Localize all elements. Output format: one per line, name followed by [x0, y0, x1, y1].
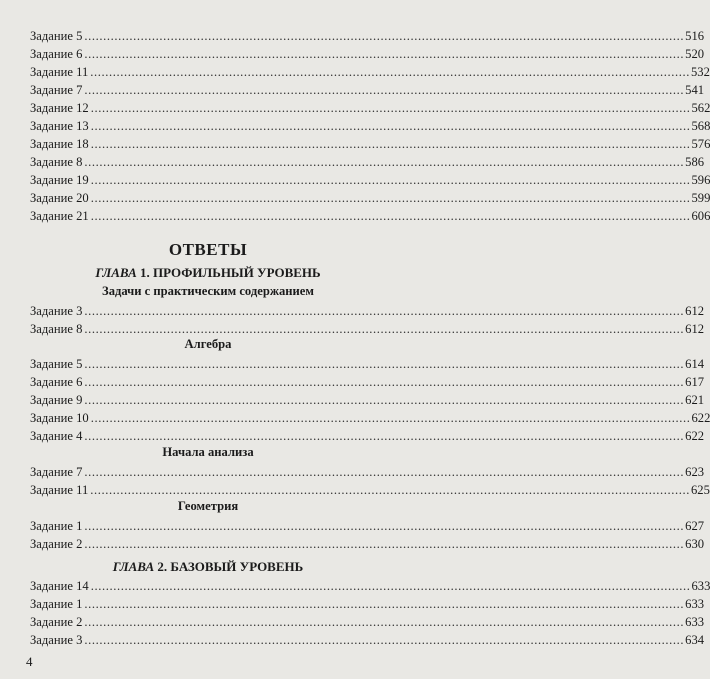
toc-entry-label: Задание 20 — [30, 191, 89, 205]
toc-entry — [30, 207, 710, 225]
toc-entry-page: 630 — [685, 537, 705, 551]
toc-entry-page: 599 — [691, 191, 710, 205]
page-number: 4 — [26, 654, 33, 669]
toc-entry-page: 633 — [685, 597, 705, 611]
toc-leader-dots: ................................................................................................................................................................ — [90, 191, 691, 205]
toc-leader-dots: ................................................................................................................................................................ — [90, 119, 691, 133]
toc-entry-page: 541 — [685, 83, 705, 97]
toc-entry — [30, 320, 705, 338]
toc-entry — [30, 117, 710, 135]
toc-leader-dots: ................................................................................................................................................................ — [84, 357, 685, 371]
toc-entry-label: Задание 5 — [30, 357, 83, 371]
toc-entry — [30, 535, 705, 553]
toc-entry-page: 520 — [685, 47, 705, 61]
toc-leader-dots: ................................................................................................................................................................ — [90, 101, 691, 115]
toc-entry-page: 621 — [685, 393, 705, 407]
toc-entry — [30, 427, 705, 445]
toc-entry-label: Задание 11 — [30, 483, 89, 497]
toc-entry — [30, 189, 710, 207]
toc-entry-page: 622 — [691, 411, 710, 425]
toc-entry-label: Задание 11 — [30, 65, 89, 79]
chapter-2-heading — [0, 559, 416, 575]
section-heading-practical: Задачи с практическим содержанием — [102, 284, 314, 298]
toc-leader-dots: ................................................................................................................................................................ — [84, 597, 685, 611]
toc-entry — [30, 45, 705, 63]
toc-entry-page: 627 — [685, 519, 705, 533]
toc-entry-label: Задание 13 — [30, 119, 89, 133]
toc-entry-page: 516 — [685, 29, 705, 43]
toc-entry-label: Задание 14 — [30, 579, 89, 593]
toc-leader-dots: ................................................................................................................................................................ — [90, 579, 691, 593]
toc-entry — [30, 63, 710, 81]
toc-entry-label: Задание 9 — [30, 393, 83, 407]
chapter-1-prefix: ГЛАВА — [95, 265, 137, 280]
toc-entry-page: 576 — [691, 137, 710, 151]
toc-leader-dots: ................................................................................................................................................................ — [90, 137, 691, 151]
toc-leader-dots: ................................................................................................................................................................ — [84, 47, 685, 61]
toc-entry-page: 614 — [685, 357, 705, 371]
toc-entry — [30, 99, 710, 117]
toc-entry — [30, 613, 705, 631]
toc-leader-dots: ................................................................................................................................................................ — [84, 83, 685, 97]
toc-leader-dots: ................................................................................................................................................................ — [84, 393, 685, 407]
toc-entry-label: Задание 1 — [30, 597, 83, 611]
toc-entry-page: 612 — [685, 304, 705, 318]
toc-entry-label: Задание 8 — [30, 155, 83, 169]
toc-entry-label: Задание 6 — [30, 47, 83, 61]
toc-entry-label: Задание 4 — [30, 429, 83, 443]
toc-entry-label: Задание 8 — [30, 322, 83, 336]
toc-leader-dots: ................................................................................................................................................................ — [84, 519, 685, 533]
toc-entry — [30, 463, 705, 481]
toc-entry — [30, 81, 705, 99]
toc-entry — [30, 373, 705, 391]
toc-entry-label: Задание 2 — [30, 615, 83, 629]
toc-leader-dots: ................................................................................................................................................................ — [84, 322, 685, 336]
toc-entry — [30, 517, 705, 535]
toc-leader-dots: ................................................................................................................................................................ — [90, 411, 691, 425]
toc-entry-page: 617 — [685, 375, 705, 389]
toc-entry — [30, 302, 705, 320]
toc-leader-dots: ................................................................................................................................................................ — [84, 465, 685, 479]
toc-entry-page: 633 — [685, 615, 705, 629]
toc-entry-label: Задание 12 — [30, 101, 89, 115]
toc-entry-label: Задание 21 — [30, 209, 89, 223]
section-heading-algebra: Алгебра — [184, 337, 232, 351]
toc-entry-page: 622 — [685, 429, 705, 443]
toc-entry-label: Задание 5 — [30, 29, 83, 43]
toc-entry — [30, 595, 705, 613]
toc-entry-page: 606 — [691, 209, 710, 223]
toc-leader-dots: ................................................................................................................................................................ — [90, 173, 691, 187]
toc-entry-page: 596 — [691, 173, 710, 187]
toc-entry — [30, 391, 705, 409]
toc-entry — [30, 355, 705, 373]
toc-entry-page: 634 — [685, 633, 705, 647]
toc-entry-label: Задание 7 — [30, 83, 83, 97]
answers-heading: ОТВЕТЫ — [168, 240, 248, 259]
chapter-2-prefix: ГЛАВА — [112, 559, 155, 574]
toc-entry-page: 625 — [691, 483, 710, 497]
toc-entry-label: Задание 1 — [30, 519, 83, 533]
toc-entry — [30, 409, 710, 427]
toc-entry-label: Задание 19 — [30, 173, 89, 187]
toc-entry-label: Задание 7 — [30, 465, 83, 479]
chapter-1-title: 1. ПРОФИЛЬНЫЙ УРОВЕНЬ — [136, 265, 321, 280]
toc-entry-page: 612 — [685, 322, 705, 336]
toc-leader-dots: ................................................................................................................................................................ — [84, 633, 685, 647]
toc-leader-dots: ................................................................................................................................................................ — [84, 29, 685, 43]
toc-leader-dots: ................................................................................................................................................................ — [84, 155, 685, 169]
section-heading-analysis: Начала анализа — [162, 445, 254, 459]
toc-leader-dots: ................................................................................................................................................................ — [90, 483, 690, 497]
toc-leader-dots: ................................................................................................................................................................ — [84, 375, 685, 389]
toc-entry — [30, 171, 710, 189]
toc-entry — [30, 27, 705, 45]
toc-entry — [30, 631, 705, 649]
toc-leader-dots: ................................................................................................................................................................ — [84, 429, 685, 443]
toc-entry-label: Задание 2 — [30, 537, 83, 551]
toc-leader-dots: ................................................................................................................................................................ — [84, 615, 685, 629]
toc-entry-page: 562 — [691, 101, 710, 115]
toc-entry-page: 532 — [691, 65, 710, 79]
toc-entry-label: Задание 3 — [30, 304, 83, 318]
toc-entry-page: 623 — [685, 465, 705, 479]
chapter-1-heading — [0, 265, 416, 281]
toc-leader-dots: ................................................................................................................................................................ — [90, 65, 690, 79]
toc-entry — [30, 153, 705, 171]
toc-entry-label: Задание 3 — [30, 633, 83, 647]
toc-entry — [30, 135, 710, 153]
toc-entry-label: Задание 18 — [30, 137, 89, 151]
toc-leader-dots: ................................................................................................................................................................ — [84, 304, 685, 318]
toc-entry-page: 633 — [691, 579, 710, 593]
toc-entry-page: 586 — [685, 155, 705, 169]
section-heading-geometry: Геометрия — [177, 499, 239, 513]
toc-leader-dots: ................................................................................................................................................................ — [84, 537, 685, 551]
toc-entry — [30, 481, 710, 499]
toc-leader-dots: ................................................................................................................................................................ — [90, 209, 691, 223]
toc-entry-label: Задание 6 — [30, 375, 83, 389]
toc-entry-label: Задание 10 — [30, 411, 89, 425]
toc-entry — [30, 577, 710, 595]
chapter-2-title: 2. БАЗОВЫЙ УРОВЕНЬ — [154, 559, 304, 574]
toc-entry-page: 568 — [691, 119, 710, 133]
